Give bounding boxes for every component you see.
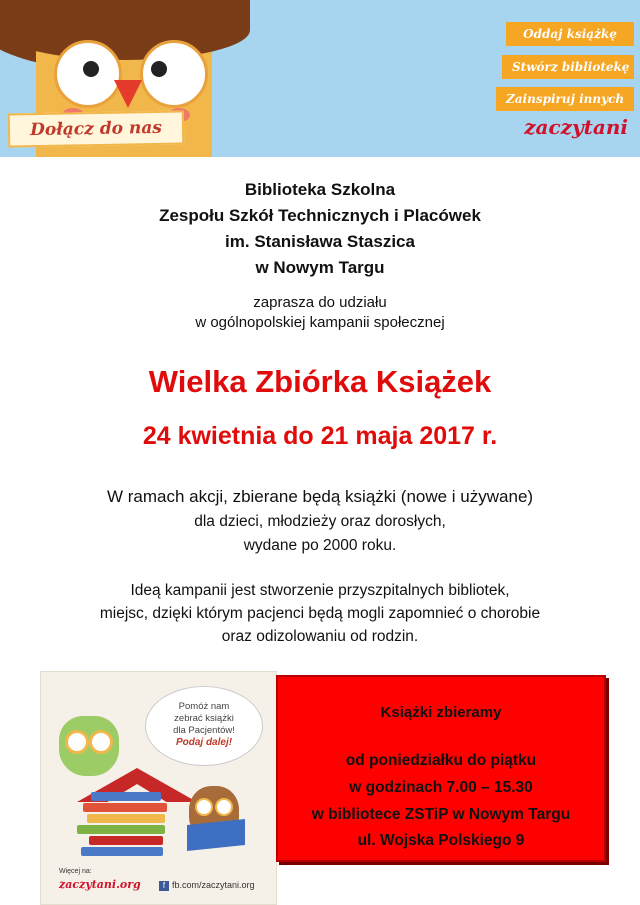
inspire-others-tag: Zainspiruj innych (496, 87, 634, 111)
green-owl-icon (59, 716, 119, 776)
brand-logo: zaczytani (524, 115, 628, 139)
campaign-banner (0, 0, 640, 157)
campaign-poster (40, 671, 277, 905)
speech-bubble (145, 686, 263, 766)
owl-left-eye (54, 40, 122, 108)
paragraph-line: wydane po 2000 roku. (243, 537, 397, 554)
town-name-line: w Nowym Targu (255, 258, 385, 277)
campaign-title: Wielka Zbiórka Książek (148, 364, 492, 399)
open-book-icon (187, 819, 245, 851)
bubble-cta: Podaj dalej! (175, 737, 233, 748)
school-name-line: Zespołu Szkół Technicznych i Placówek (159, 206, 481, 225)
campaign-dates: 24 kwietnia do 21 maja 2017 r. (142, 422, 498, 450)
collection-info-box (276, 675, 606, 862)
invite-line: zaprasza do udziału (253, 294, 387, 311)
bubble-line: dla Pacjentów! (173, 725, 235, 736)
donate-book-tag: Oddaj książkę (506, 22, 634, 46)
invite-line: w ogólnopolskiej kampanii społecznej (195, 314, 445, 331)
owl-beak (114, 80, 142, 108)
facebook-link[interactable] (159, 880, 255, 891)
create-library-tag: Stwórz bibliotekę (502, 55, 634, 79)
collection-heading: Książki zbieramy (380, 704, 502, 721)
paragraph-line: oraz odizolowaniu od rodzin. (221, 628, 419, 645)
book-stack-icon (77, 792, 173, 858)
paragraph-line: dla dzieci, młodzieży oraz dorosłych, (194, 513, 446, 530)
library-name-line: Biblioteka Szkolna (244, 180, 396, 199)
owl-hair (0, 0, 250, 60)
paragraph-line: W ramach akcji, zbierane będą książki (nowe i używane) (106, 487, 534, 506)
collection-line: ul. Wojska Polskiego 9 (357, 832, 525, 849)
website-link[interactable]: zaczytani.org (59, 878, 141, 891)
bubble-line: zebrać książki (174, 713, 234, 724)
collection-line: w godzinach 7.00 – 15.30 (349, 779, 533, 796)
bubble-line: Pomóż nam (178, 701, 230, 712)
paragraph-line: Ideą kampanii jest stworzenie przyszpitalnych bibliotek, (130, 582, 510, 599)
join-us-button[interactable]: Dołącz do nas (8, 110, 185, 147)
patron-name-line: im. Stanisława Staszica (225, 232, 415, 251)
more-info-label: Więcej na: (59, 868, 92, 875)
collection-line: od poniedziałku do piątku (345, 752, 537, 769)
facebook-url: fb.com/zaczytani.org (172, 880, 255, 890)
owl-right-eye (140, 40, 208, 108)
collection-line: w bibliotece ZSTiP w Nowym Targu (311, 806, 571, 823)
facebook-icon: f (159, 881, 169, 891)
paragraph-line: miejsc, dzięki którym pacjenci będą mogli zapomnieć o chorobie (99, 605, 541, 622)
